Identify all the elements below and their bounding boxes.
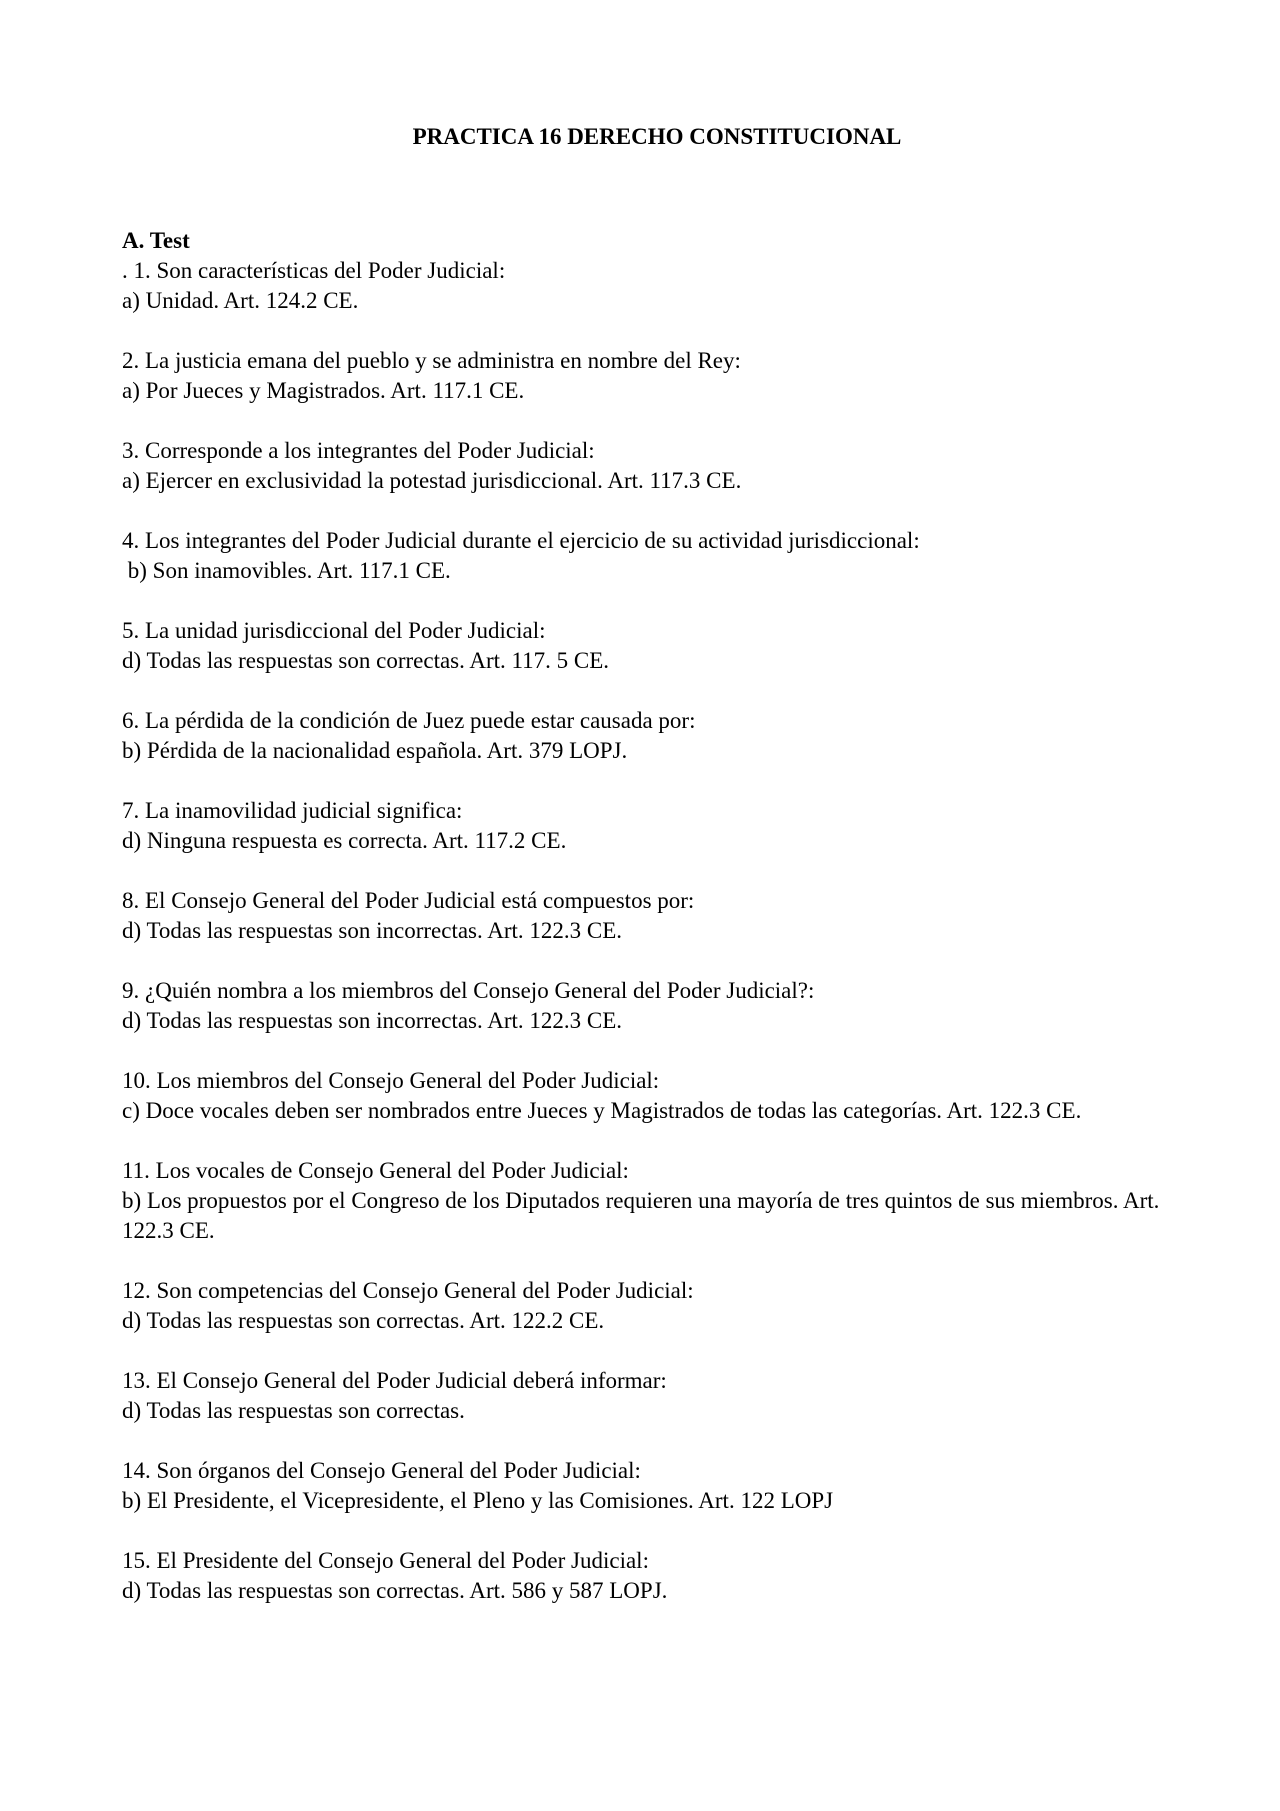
question-item	[122, 526, 1162, 586]
question-item	[122, 1456, 1162, 1516]
question-answer: d) Todas las respuestas son incorrectas. Art. 122.3 CE.	[122, 1008, 623, 1033]
question-text: 11. Los vocales de Consejo General del Poder Judicial:	[122, 1158, 629, 1183]
question-item	[122, 1066, 1162, 1126]
question-answer: d) Todas las respuestas son correctas. Art. 117. 5 CE.	[122, 648, 610, 673]
question-answer: a) Ejercer en exclusividad la potestad jurisdiccional. Art. 117.3 CE.	[122, 468, 742, 493]
question-item	[122, 1156, 1162, 1246]
question-answer: d) Ninguna respuesta es correcta. Art. 117.2 CE.	[122, 828, 567, 853]
question-text: 8. El Consejo General del Poder Judicial está compuestos por:	[122, 888, 695, 913]
question-item	[122, 976, 1162, 1036]
question-item	[122, 886, 1162, 946]
question-answer: d) Todas las respuestas son correctas.	[122, 1398, 465, 1423]
question-answer: d) Todas las respuestas son correctas. Art. 586 y 587 LOPJ.	[122, 1578, 668, 1603]
question-answer: a) Por Jueces y Magistrados. Art. 117.1 CE.	[122, 378, 525, 403]
question-text: 2. La justicia emana del pueblo y se administra en nombre del Rey:	[122, 348, 741, 373]
question-text: 4. Los integrantes del Poder Judicial durante el ejercicio de su actividad jurisdiccional:	[122, 528, 920, 553]
section-heading: A. Test	[122, 228, 190, 253]
document-title: PRACTICA 16 DERECHO CONSTITUCIONAL	[412, 124, 902, 149]
question-item	[122, 436, 1162, 496]
question-text: . 1. Son características del Poder Judicial:	[122, 258, 506, 283]
question-text: 7. La inamovilidad judicial significa:	[122, 798, 463, 823]
question-item	[122, 616, 1162, 676]
question-text: 3. Corresponde a los integrantes del Poder Judicial:	[122, 438, 595, 463]
question-item	[122, 256, 1162, 316]
document-page	[122, 122, 1162, 1636]
question-text: 14. Son órganos del Consejo General del Poder Judicial:	[122, 1458, 641, 1483]
question-answer: d) Todas las respuestas son incorrectas. Art. 122.3 CE.	[122, 918, 623, 943]
question-answer: b) El Presidente, el Vicepresidente, el Pleno y las Comisiones. Art. 122 LOPJ	[122, 1488, 834, 1513]
question-list	[122, 256, 1162, 1606]
question-answer: b) Pérdida de la nacionalidad española. Art. 379 LOPJ.	[122, 738, 628, 763]
question-item	[122, 1276, 1162, 1336]
question-item	[122, 706, 1162, 766]
question-text: 13. El Consejo General del Poder Judicial deberá informar:	[122, 1368, 667, 1393]
question-item	[122, 796, 1162, 856]
question-answer: c) Doce vocales deben ser nombrados entre Jueces y Magistrados de todas las categorías. Art. 122.3 CE.	[122, 1098, 1082, 1123]
question-answer: a) Unidad. Art. 124.2 CE.	[122, 288, 359, 313]
question-text: 5. La unidad jurisdiccional del Poder Judicial:	[122, 618, 546, 643]
question-answer: b) Son inamovibles. Art. 117.1 CE.	[122, 558, 451, 583]
question-answer: d) Todas las respuestas son correctas. Art. 122.2 CE.	[122, 1308, 605, 1333]
question-text: 12. Son competencias del Consejo General del Poder Judicial:	[122, 1278, 694, 1303]
question-item	[122, 1546, 1162, 1606]
question-item	[122, 346, 1162, 406]
question-text: 6. La pérdida de la condición de Juez puede estar causada por:	[122, 708, 696, 733]
question-answer: b) Los propuestos por el Congreso de los Diputados requieren una mayoría de tres quintos de sus miembros. Art. 122.3 CE.	[122, 1188, 1160, 1243]
question-text: 9. ¿Quién nombra a los miembros del Consejo General del Poder Judicial?:	[122, 978, 815, 1003]
question-text: 15. El Presidente del Consejo General del Poder Judicial:	[122, 1548, 649, 1573]
question-item	[122, 1366, 1162, 1426]
question-text: 10. Los miembros del Consejo General del Poder Judicial:	[122, 1068, 660, 1093]
